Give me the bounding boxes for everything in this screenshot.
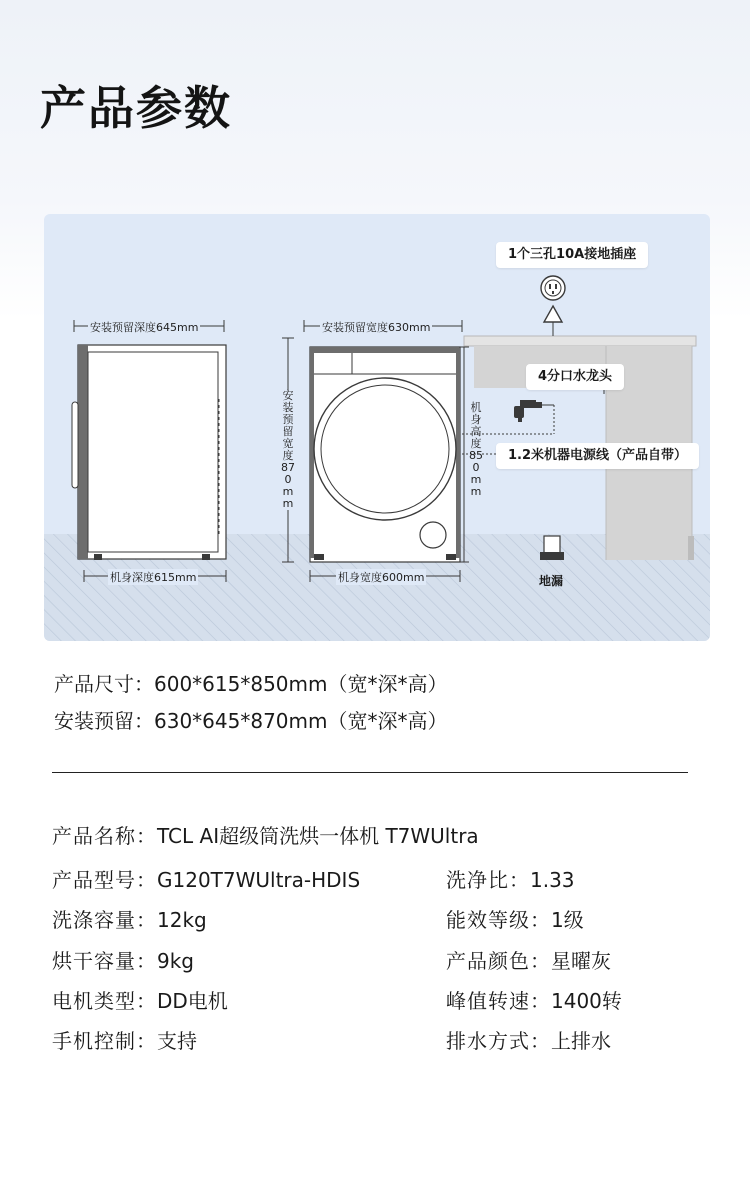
spec-energy-grade-label: 能效等级： [446, 908, 551, 932]
install-height-label: 安装预留宽度870mm [281, 389, 295, 510]
spec-color-label: 产品颜色： [446, 949, 551, 973]
faucet-icon [514, 400, 542, 422]
spec-model-value: G120T7WUltra-HDIS [157, 868, 361, 892]
body-height-label: 机身高度850mm [469, 401, 483, 498]
spec-dry-capacity-label: 烘干容量： [52, 949, 157, 973]
page-title: 产品参数 [40, 81, 232, 135]
spec-wash-ratio-value: 1.33 [530, 868, 575, 892]
front-view-machine [310, 347, 460, 562]
spec-name [52, 820, 479, 849]
spec-energy-grade-value: 1级 [551, 908, 584, 932]
socket-label: 1个三孔10A接地插座 [496, 242, 648, 268]
install-size: 安装预留：630*645*870mm（宽*深*高） [54, 709, 448, 733]
spec-phone-control-label: 手机控制： [52, 1029, 157, 1053]
spec-color [446, 945, 611, 974]
warning-triangle-icon [544, 306, 562, 322]
drain-icon [540, 536, 564, 560]
body-width-label: 机身宽度600mm [338, 571, 425, 584]
spec-drain-mode [446, 1025, 611, 1054]
spec-wash-ratio [446, 864, 575, 893]
spec-model [52, 864, 360, 893]
spec-wash-capacity-value: 12kg [157, 908, 207, 932]
faucet-label: 4分口水龙头 [526, 364, 624, 390]
spec-motor-value: DD电机 [157, 989, 228, 1013]
spec-spin-speed-label: 峰值转速： [446, 989, 551, 1013]
install-depth-label: 安装预留深度645mm [90, 321, 199, 334]
divider [52, 772, 688, 773]
spec-model-label: 产品型号： [52, 868, 157, 892]
spec-drain-mode-label: 排水方式： [446, 1029, 551, 1053]
spec-phone-control [52, 1025, 197, 1054]
spec-phone-control-value: 支持 [157, 1029, 197, 1053]
spec-dry-capacity [52, 945, 194, 974]
spec-motor-label: 电机类型： [52, 989, 157, 1013]
spec-spin-speed-value: 1400转 [551, 989, 622, 1013]
spec-wash-ratio-label: 洗净比： [446, 868, 530, 892]
socket-icon [541, 276, 565, 300]
spec-motor [52, 985, 228, 1014]
spec-wash-capacity-label: 洗涤容量： [52, 908, 157, 932]
drain-label: 地漏 [539, 574, 564, 588]
product-size: 产品尺寸：600*615*850mm（宽*深*高） [54, 672, 448, 696]
installation-diagram [44, 214, 710, 641]
spec-energy-grade [446, 904, 584, 933]
spec-dry-capacity-value: 9kg [157, 949, 195, 973]
spec-name-label: 产品名称： [52, 824, 157, 848]
spec-spin-speed [446, 985, 622, 1014]
spec-color-value: 星曜灰 [551, 949, 611, 973]
body-depth-label: 机身深度615mm [110, 571, 197, 584]
power-cord-label: 1.2米机器电源线（产品自带） [496, 443, 699, 469]
spec-wash-capacity [52, 904, 207, 933]
spec-name-value: TCL AI超级筒洗烘一体机 T7WUltra [157, 824, 479, 848]
install-width-label: 安装预留宽度630mm [322, 321, 431, 334]
side-view-machine [72, 345, 226, 560]
spec-drain-mode-value: 上排水 [551, 1029, 611, 1053]
